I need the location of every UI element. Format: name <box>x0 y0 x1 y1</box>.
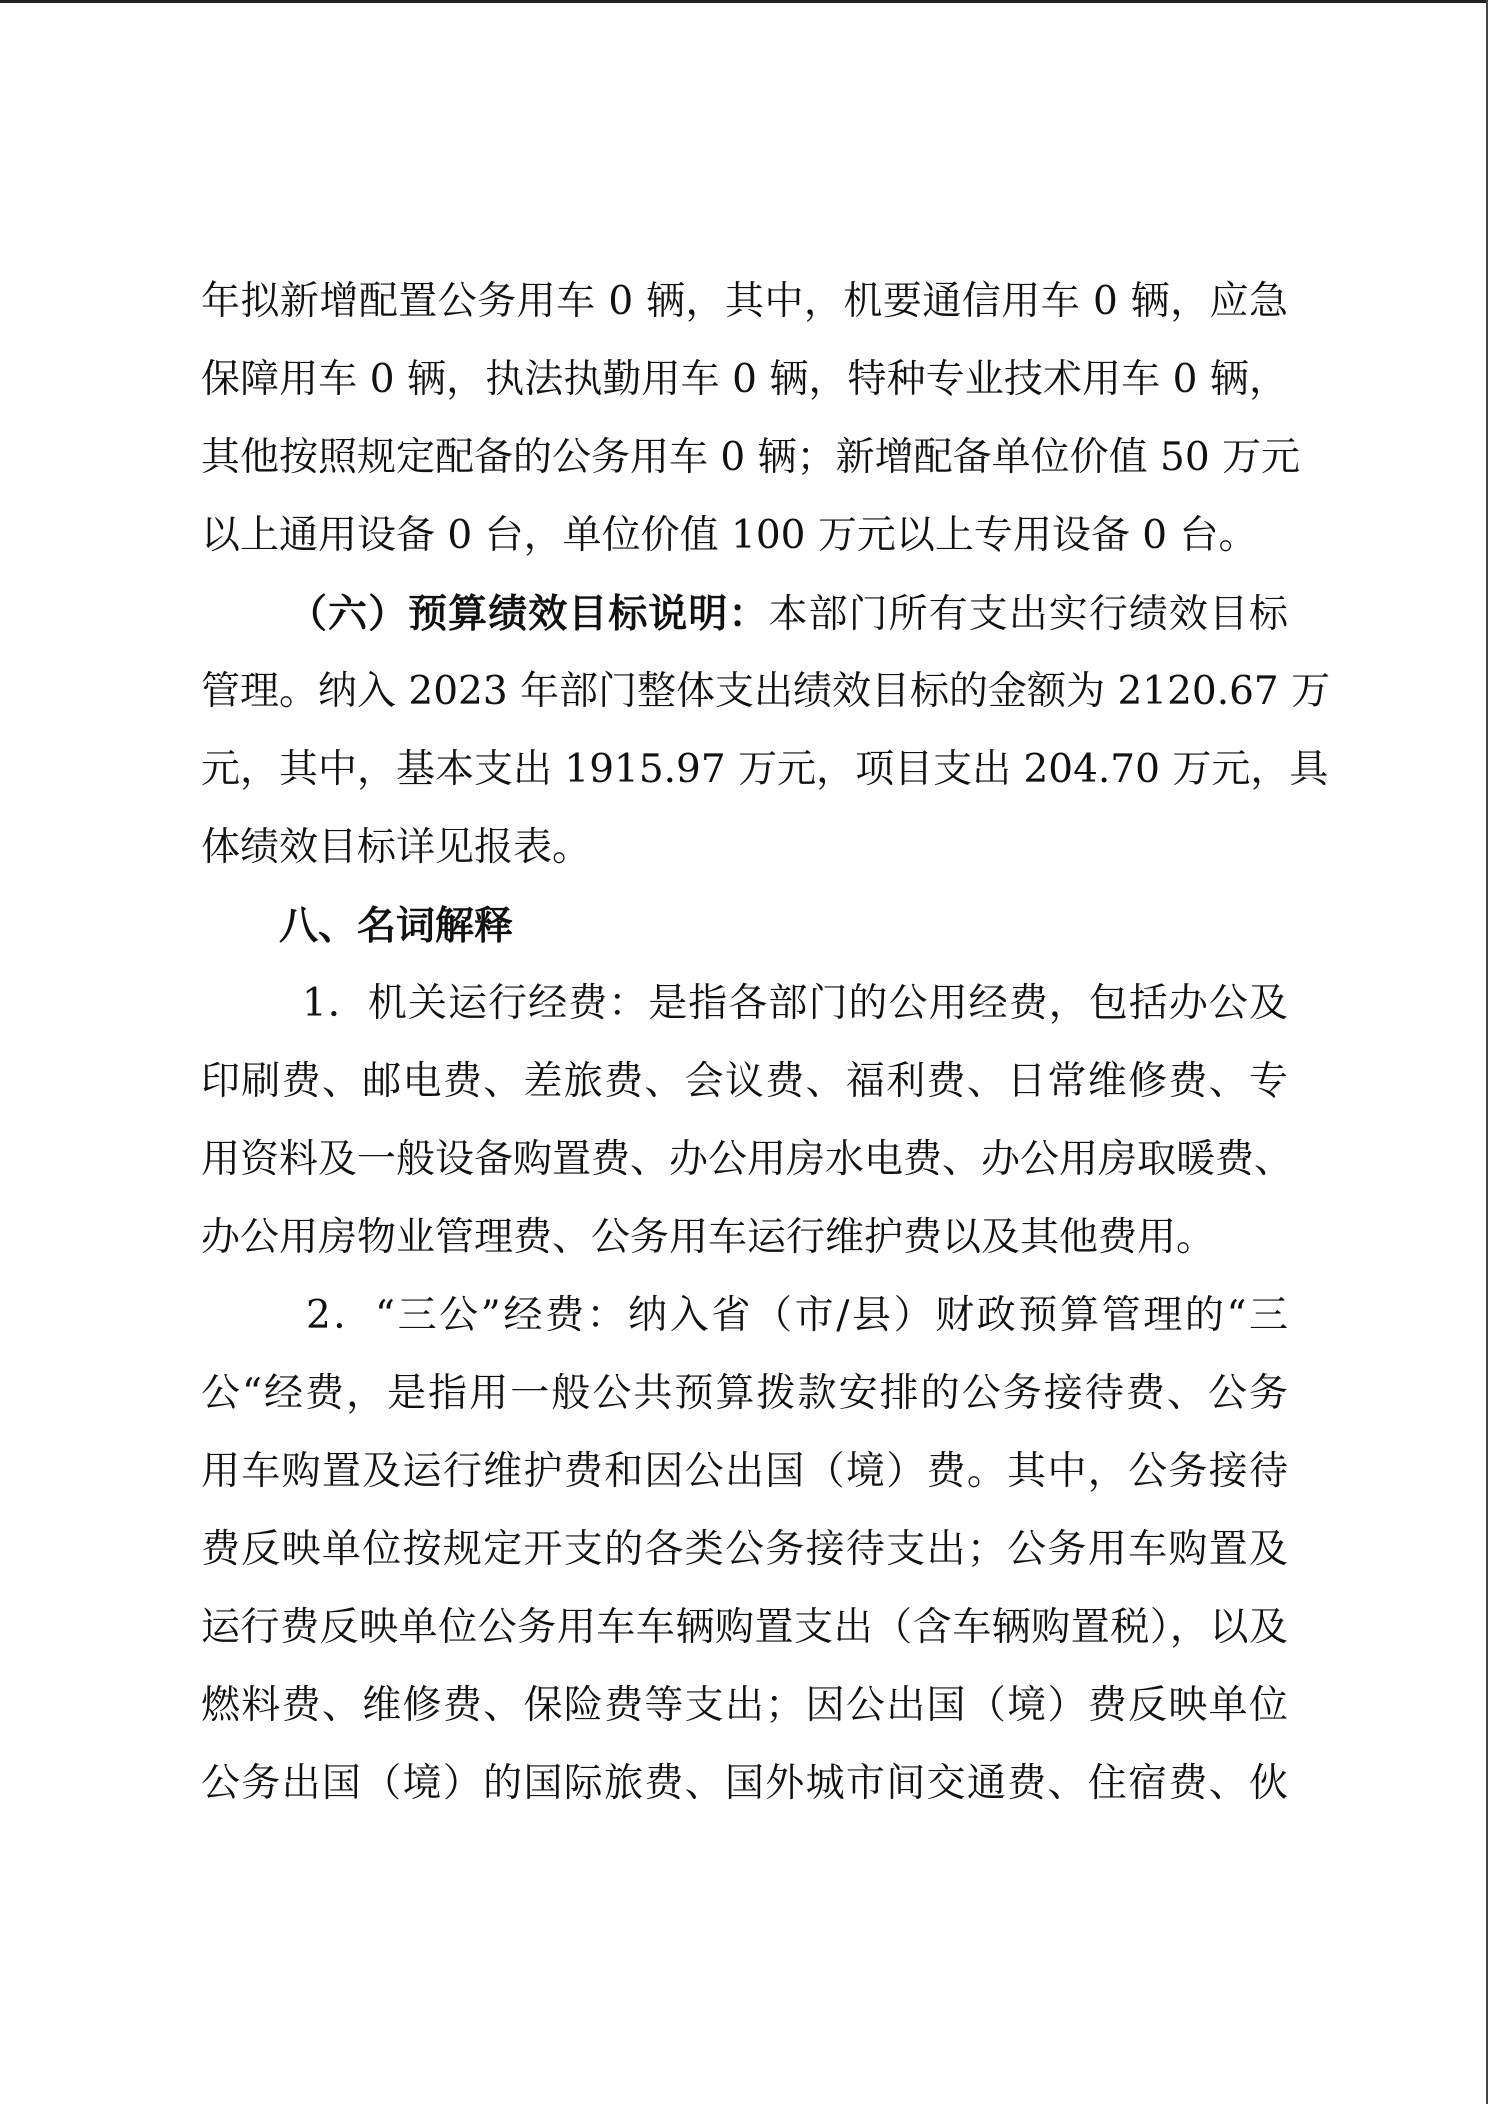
text-span: 本部门所有支出实行绩效目标 <box>768 592 1288 637</box>
text-line: 管理。纳入 2023 年部门整体支出绩效目标的金额为 2120.67 万 <box>201 669 1331 714</box>
text-line: 公务出国（境）的国际旅费、国外城市间交通费、住宿费、伙 <box>201 1761 1288 1806</box>
performance-goal-line <box>288 575 1288 653</box>
text-line: 2．“三公”经费：纳入省（市/县）财政预算管理的“三 <box>306 1293 1288 1338</box>
text-line: 年拟新增配置公务用车 0 辆，其中，机要通信用车 0 辆，应急 <box>201 279 1288 324</box>
text-line: 用资料及一般设备购置费、办公用房水电费、办公用房取暖费、 <box>201 1137 1294 1182</box>
text-line: 公“经费，是指用一般公共预算拨款安排的公务接待费、公务 <box>201 1371 1288 1416</box>
text-line: 保障用车 0 辆，执法执勤用车 0 辆，特种专业技术用车 0 辆， <box>201 357 1288 402</box>
text-line: 印刷费、邮电费、差旅费、会议费、福利费、日常维修费、专 <box>201 1059 1288 1104</box>
text-line: 燃料费、维修费、保险费等支出；因公出国（境）费反映单位 <box>201 1683 1288 1728</box>
text-line: 以上通用设备 0 台，单位价值 100 万元以上专用设备 0 台。 <box>201 513 1258 558</box>
text-line: 办公用房物业管理费、公务用车运行维护费以及其他费用。 <box>201 1215 1216 1260</box>
text-line: 元，其中，基本支出 1915.97 万元，项目支出 204.70 万元，具 <box>201 747 1329 792</box>
page-top-border <box>0 0 1488 3</box>
text-line: 其他按照规定配备的公务用车 0 辆；新增配备单位价值 50 万元 <box>201 435 1301 480</box>
text-line: 费反映单位按规定开支的各类公务接待支出；公务用车购置及 <box>201 1527 1288 1572</box>
text-line: 1．机关运行经费：是指各部门的公用经费，包括办公及 <box>302 981 1288 1026</box>
text-line: 体绩效目标详见报表。 <box>201 825 592 870</box>
text-line: 运行费反映单位公务用车车辆购置支出（含车辆购置税），以及 <box>201 1605 1288 1650</box>
subsection-heading: （六）预算绩效目标说明： <box>288 591 769 637</box>
section-title: 八、名词解释 <box>279 903 514 949</box>
text-line: 用车购置及运行维护费和因公出国（境）费。其中，公务接待 <box>201 1449 1288 1494</box>
